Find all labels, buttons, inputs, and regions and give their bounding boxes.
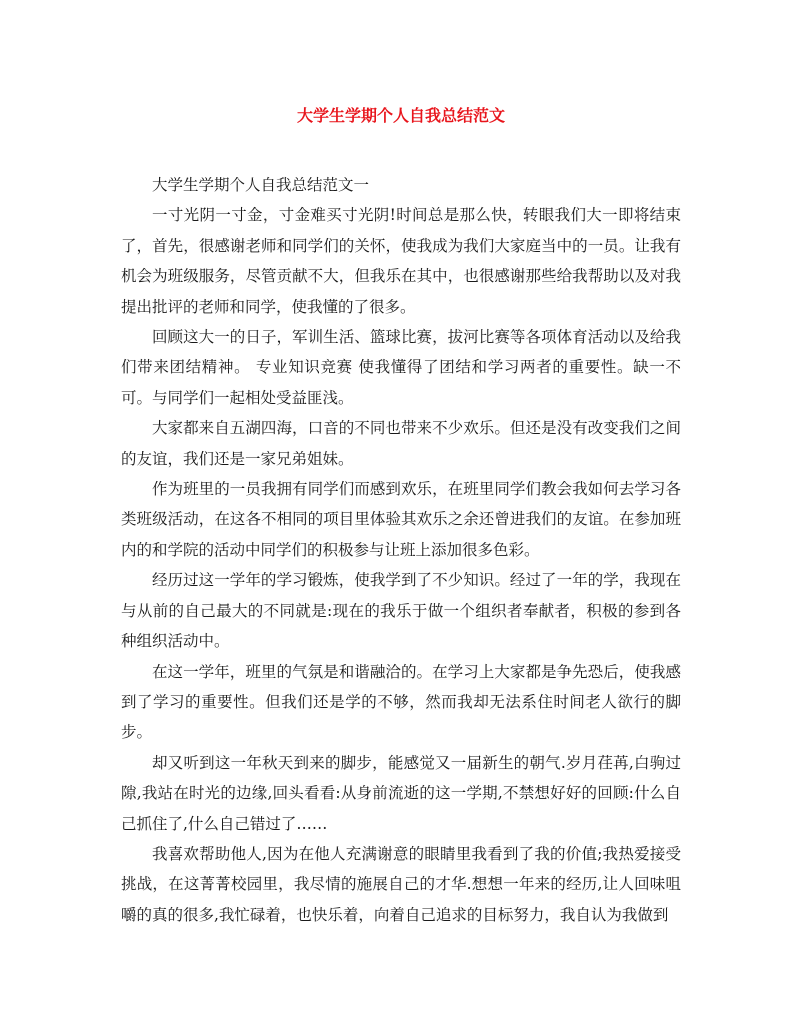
paragraph-6: 在这一学年，班里的气氛是和谐融洽的。在学习上大家都是争先恐后，使我感到了学习的重要性。但我们还是学的不够，然而我却无法系住时间老人欲行的脚步。 xyxy=(121,662,681,742)
paragraph-8: 我喜欢帮助他人,因为在他人充满谢意的眼睛里我看到了我的价值;我热爱接受挑战，在这菁菁校园里，我尽情的施展自己的才华.想想一年来的经历,让人回味咀嚼的真的很多,我忙碌着，也快乐着，向着自己追求的目标努力，我自认为我做到 xyxy=(121,844,681,924)
paragraph-4: 作为班里的一员我拥有同学们而感到欢乐，在班里同学们教会我如何去学习各类班级活动，在这各不相同的项目里体验其欢乐之余还曾进我们的友谊。在参加班内的和学院的活动中同学们的积极参与让班上添加很多色彩。 xyxy=(121,480,681,559)
document-title: 大学生学期个人自我总结范文 xyxy=(296,106,505,125)
paragraph-2: 回顾这大一的日子，军训生活、篮球比赛，拔河比赛等各项体育活动以及给我们带来团结精神。 专业知识竞赛 使我懂得了团结和学习两者的重要性。缺一不可。与同学们一起相处受益匪浅。 xyxy=(121,328,681,407)
paragraph-1: 一寸光阴一寸金，寸金难买寸光阴!时间总是那么快，转眼我们大一即将结束了，首先，很感谢老师和同学们的关怀，使我成为我们大家庭当中的一员。让我有机会为班级服务，尽管贡献不大，但我乐在其中，也很感谢那些给我帮助以及对我提出批评的老师和同学，使我懂的了很多。 xyxy=(121,206,681,316)
document-body xyxy=(121,170,681,930)
paragraph-3: 大家都来自五湖四海，口音的不同也带来不少欢乐。但还是没有改变我们之间的友谊，我们还是一家兄弟姐妹。 xyxy=(121,419,681,468)
section-heading: 大学生学期个人自我总结范文一 xyxy=(152,176,370,194)
paragraph-5: 经历过这一学年的学习锻炼，使我学到了不少知识。经过了一年的学，我现在与从前的自己最大的不同就是:现在的我乐于做一个组织者奉献者，积极的参到各种组织活动中。 xyxy=(121,571,681,651)
document-page xyxy=(121,0,681,1035)
paragraph-7: 却又听到这一年秋天到来的脚步，能感觉又一届新生的朝气.岁月荏苒,白驹过隙,我站在时光的边缘,回头看看:从身前流逝的这一学期,不禁想好好的回顾:什么自己抓住了,什么自己错过了…… xyxy=(121,753,681,833)
